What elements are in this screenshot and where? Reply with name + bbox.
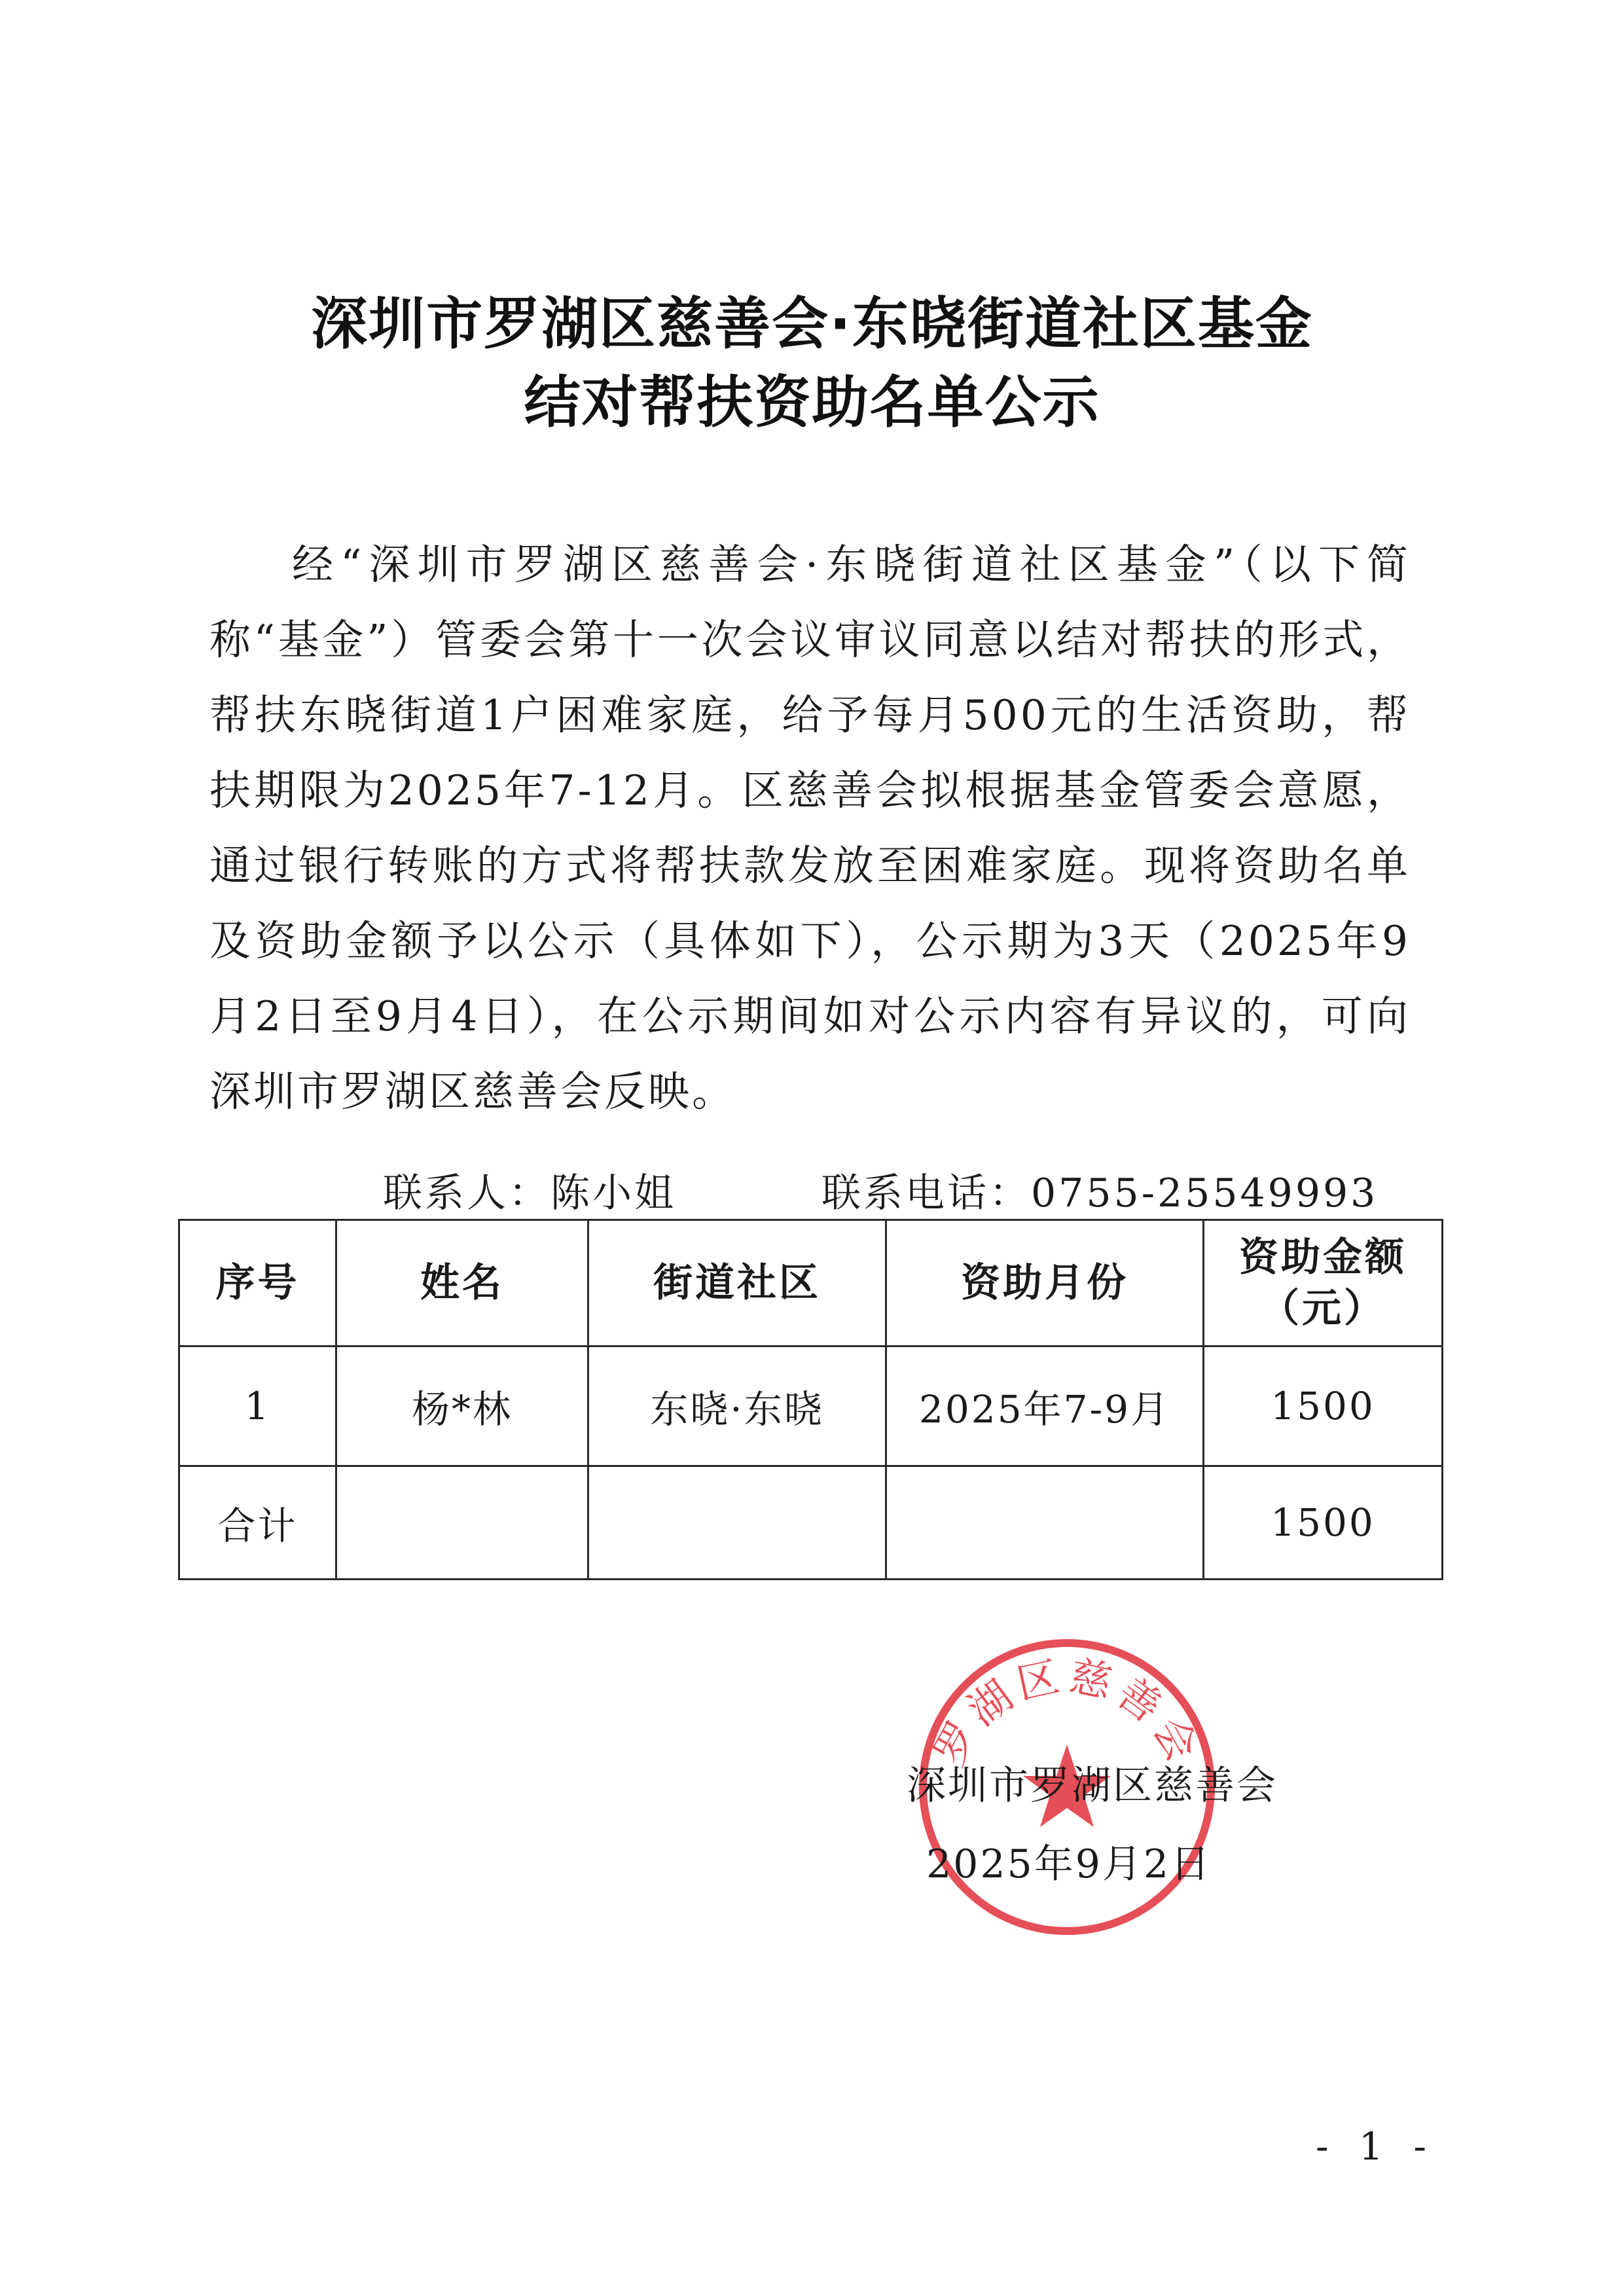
cell-total-label: 合计 <box>179 1466 336 1580</box>
notice-body: 经“深圳市罗湖区慈善会·东晓街道社区基金”（以下简称“基金”）管委会第十一次会议审议同意以结对帮扶的形式，帮扶东晓街道1户困难家庭，给予每月500元的生活资助，帮扶期限为2025年7-12月。区慈善会拟根据基金管委会意愿，通过银行转账的方式将帮扶款发放至困难家庭。现将资助名单及资助金额予以公示（具体如下），公示期为3天（2025年9月2日至9月4日），在公示期间如对公示内容有异议的，可向深圳市罗湖区慈善会反映。 <box>209 541 1411 1115</box>
document-title-line-2: 结对帮扶资助名单公示 <box>524 370 1100 435</box>
signature-date: 2025年9月2日 <box>926 1841 1212 1887</box>
cell-months: 2025年7-9月 <box>886 1346 1204 1466</box>
page-number: - 1 - <box>1316 2124 1435 2169</box>
signature-organization: 深圳市罗湖区慈善会 <box>907 1763 1278 1809</box>
cell-index: 1 <box>179 1346 336 1466</box>
cell-total-amount: 1500 <box>1204 1466 1443 1580</box>
header-index: 序号 <box>179 1220 336 1346</box>
header-amount: 资助金额（元） <box>1204 1220 1443 1346</box>
contact-person: 联系人：陈小姐 <box>383 1170 676 1216</box>
cell-amount: 1500 <box>1204 1346 1443 1466</box>
cell-empty <box>588 1466 886 1580</box>
header-community: 街道社区 <box>588 1220 886 1346</box>
header-name: 姓名 <box>336 1220 588 1346</box>
cell-name: 杨*林 <box>336 1346 588 1466</box>
table-row <box>179 1346 1443 1466</box>
cell-empty <box>886 1466 1204 1580</box>
document-title-line-1: 深圳市罗湖区慈善会·东晓街道社区基金 <box>311 291 1313 357</box>
cell-community: 东晓·东晓 <box>588 1346 886 1466</box>
table-header-row <box>179 1220 1443 1346</box>
cell-empty <box>336 1466 588 1580</box>
table-total-row <box>179 1466 1443 1580</box>
header-months: 资助月份 <box>886 1220 1204 1346</box>
contact-phone: 联系电话：0755-25549993 <box>821 1170 1379 1216</box>
stamp-text: 罗湖区慈善会 <box>925 1652 1209 1775</box>
grant-table <box>178 1219 1443 1580</box>
